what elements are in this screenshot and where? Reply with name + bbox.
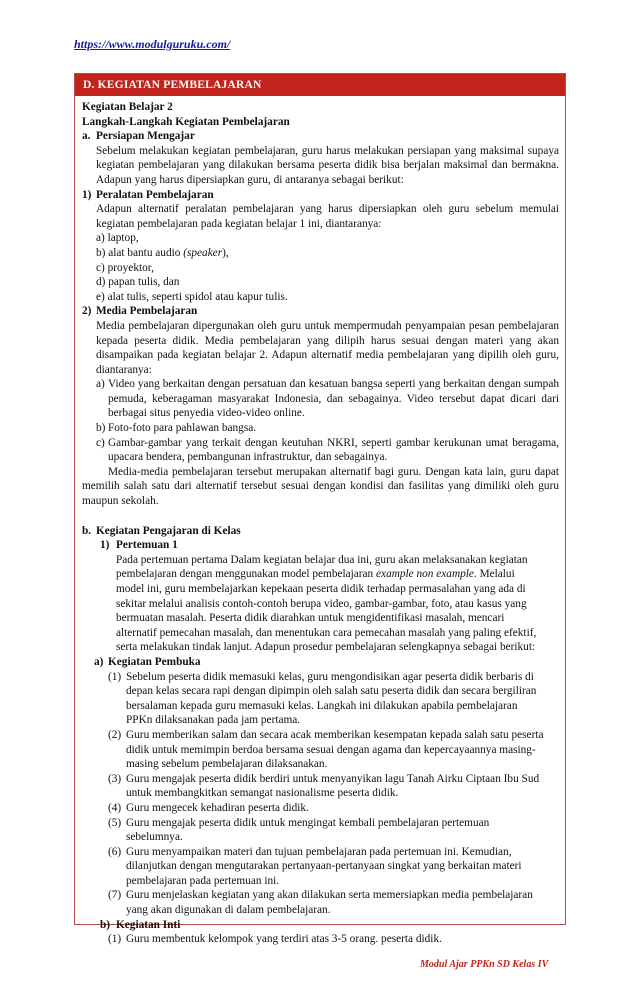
list-item <box>82 670 559 728</box>
list-item-text: Guru membentuk kelompok yang terdiri atas 3-5 orang. peserta didik. <box>126 933 442 946</box>
list-item <box>82 888 559 917</box>
header-url-link[interactable]: https://www.modulguruku.com/ <box>74 37 231 51</box>
list-item: b) alat bantu audio (speaker), <box>96 246 229 259</box>
list-item-marker: (6) <box>108 845 122 858</box>
media-closing-paragraph: Media-media pembelajaran tersebut merupakan alternatif bagi guru. Dengan kata lain, guru dapat memilih salah satu dari alternatif tersebut sesuai dengan kondisi dan fasilitas yang dimiliki oleh guru maupun sekolah. <box>82 465 559 508</box>
heading-s1-title: Peralatan Pembelajaran <box>96 188 214 201</box>
list-item-text: Guru menyampaikan materi dan tujuan pembelajaran pada pertemuan ini. Kemudian, dilanjutkan dengan mengutarakan pertanyaan-pertanyaan singkat yang berkaitan materi pembelajaran pada pertemuan ini. <box>126 845 522 887</box>
list-item <box>82 816 559 845</box>
heading-s1-label: 1) <box>82 188 92 201</box>
pertemuan-1-paragraph: Pada pertemuan pertama Dalam kegiatan belajar dua ini, guru akan melaksanakan kegiatan pembelajaran dengan menggunakan model pembelajaran example non example. Melalui model ini, guru membelajarkan kepekaan peserta didik terhadap permasalahan yang ada di sekitar melalui analisis contoh-contoh berupa video, gambar-gambar, foto, atau kasus yang bermuatan masalah. Peserta didik diarahkan untuk mengidentifikasi masalah, mencari alternatif pemecahan masalah, dan menentukan cara pemecahan masalah yang paling efektif, serta melakukan tindak lanjut. Adapun prosedur pembelajaran selengkapnya sebagai berikut: <box>116 553 537 654</box>
pembuka-list <box>82 670 559 918</box>
heading-a-title: Persiapan Mengajar <box>96 130 195 143</box>
list-item: c) Gambar-gambar yang terkait dengan keutuhan NKRI, seperti gambar kerukunan umat beragama, upacara bendera, pembangunan infrastruktur, dan sebagainya. <box>96 436 559 464</box>
list-item: a) laptop, <box>96 232 139 245</box>
heading-b-label: b. <box>82 524 92 537</box>
heading-s2-title: Media Pembelajaran <box>96 305 198 318</box>
peralatan-paragraph: Adapun alternatif peralatan pembelajaran yang harus dipersiapkan oleh guru sebelum memulai kegiatan pembelajaran pada kegiatan belajar 1 ini, diantaranya: <box>96 203 559 230</box>
persiapan-paragraph: Sebelum melakukan kegiatan pembelajaran, guru harus melakukan persiapan yang maksimal supaya kegiatan pembelajaran yang dilakukan bersama peserta didik bisa berjalan maksimal dan bermakna. Adapun yang harus dipersiapkan guru, di antaranya sebagai berikut: <box>96 144 559 186</box>
list-item: c) proyektor, <box>96 261 154 274</box>
list-item-text: Guru mengajak peserta didik untuk mengingat kembali pembelajaran pertemuan sebelumnya. <box>126 816 490 844</box>
langkah-title: Langkah-Langkah Kegiatan Pembelajaran <box>82 115 290 128</box>
list-item: a) Video yang berkaitan dengan persatuan dan kesatuan bangsa seperti yang berkaitan dengan sumpah pemuda, keberagaman masyarakat Indonesia, dan sebagainya. Video tersebut dapat dicari dari berbagai situs penyedia video-video online. <box>96 378 559 420</box>
heading-a-label: a. <box>82 130 91 143</box>
list-item <box>82 801 559 816</box>
media-paragraph: Media pembelajaran dipergunakan oleh guru untuk mempermudah penyampaian pesan pembelajaran kepada peserta didik. Media pembelajaran yang dilipih harus sesuai dengan materi yang akan disampaikan pada kegiatan belajar 2. Adapun alternatif media pembelajaran yang dipilih oleh guru, diantaranya: <box>96 319 559 376</box>
list-item <box>82 728 559 772</box>
list-item-marker: (2) <box>108 728 122 741</box>
heading-a <box>82 129 559 144</box>
list-item-text: Guru memberikan salam dan secara acak memberikan kesempatan kepada salah satu peserta didik untuk memimpin berdoa bersama sesuai dengan agama dan kepercayaannya masing-masing sebelum pembelajaran dilaksanakan. <box>126 728 544 771</box>
list-item-marker: (5) <box>108 816 122 829</box>
list-item-marker: (7) <box>108 889 122 902</box>
heading-pertemuan-1: 1) Pertemuan 1 <box>100 539 178 552</box>
heading-kegiatan-inti: b) Kegiatan Inti <box>100 918 181 931</box>
list-item <box>82 932 559 947</box>
footer-text: Modul Ajar PPKn SD Kelas IV <box>420 959 549 970</box>
heading-kegiatan-pembuka: a) Kegiatan Pembuka <box>94 655 201 668</box>
list-item-text: Guru menjelaskan kegiatan yang akan dilakukan serta memersiapkan media pembelajaran yang akan digunakan di dalam pembelajaran. <box>126 889 533 917</box>
list-item: e) alat tulis, seperti spidol atau kapur tulis. <box>96 290 288 303</box>
list-item <box>82 845 559 889</box>
list-item-marker: (1) <box>108 933 122 946</box>
list-item-italic: (speaker <box>183 246 223 259</box>
list-item: b) Foto-foto para pahlawan bangsa. <box>96 422 257 435</box>
list-item-text: Guru mengecek kehadiran peserta didik. <box>126 801 309 814</box>
list-item-marker: (3) <box>108 772 122 785</box>
list-item <box>82 772 559 801</box>
list-item-marker: (4) <box>108 801 122 814</box>
inti-list <box>82 932 559 947</box>
heading-s2 <box>82 304 559 319</box>
list-item-text: Sebelum peserta didik memasuki kelas, guru mengondisikan agar peserta didik berbaris di depan kelas secara rapi dengan dipimpin oleh salah satu peserta didik dan secara bergiliran bersalaman kepada guru memasuki kelas. Langkah ini dilakukan apabila pembelajaran PPKn dilaksanakan pada jam pertama. <box>126 670 537 727</box>
content-box <box>74 73 566 946</box>
heading-s1 <box>82 188 559 203</box>
heading-b <box>82 524 559 539</box>
section-content <box>75 96 565 947</box>
heading-b-title: Kegiatan Pengajaran di Kelas <box>96 524 241 537</box>
list-item-marker: (1) <box>108 670 122 683</box>
list-item-text: Guru mengajak peserta didik berdiri untuk menyanyikan lagu Tanah Airku Ciptaan Ibu Sud untuk membangkitkan semangat nasionalisme peserta didik. <box>126 772 540 800</box>
section-title: D. KEGIATAN PEMBELAJARAN <box>75 74 565 96</box>
heading-s2-label: 2) <box>82 305 92 318</box>
peralatan-list <box>82 231 559 304</box>
kb-title: Kegiatan Belajar 2 <box>82 101 173 113</box>
list-item: d) papan tulis, dan <box>96 276 180 289</box>
pertemuan-1-italic: example non example <box>376 568 474 581</box>
